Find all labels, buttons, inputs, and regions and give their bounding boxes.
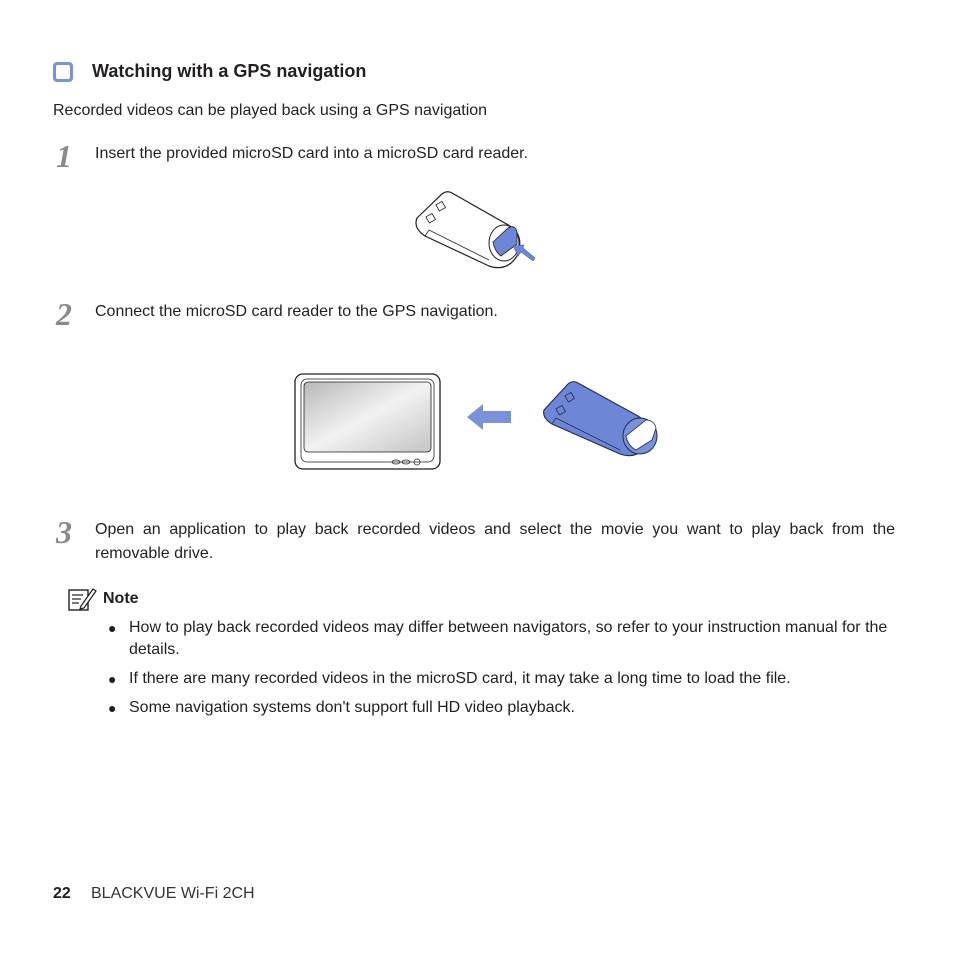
section-title: Watching with a GPS navigation <box>92 61 367 81</box>
note-item-2: If there are many recorded videos in the microSD card, it may take a long time to load the file. <box>129 670 791 687</box>
page-number: 22 <box>53 885 71 902</box>
step-1-number: 1 <box>56 138 72 174</box>
note-icon <box>67 585 99 613</box>
bullet-2: ● <box>108 671 117 687</box>
step-3-text: Open an application to play back recorded videos and select the movie you want to play back from the removable drive. <box>95 521 895 562</box>
note-title: Note <box>103 590 139 607</box>
gps-navigation-illustration <box>293 372 443 472</box>
step-1-text: Insert the provided microSD card into a microSD card reader. <box>95 145 529 162</box>
step-2-text: Connect the microSD card reader to the GPS navigation. <box>95 303 498 320</box>
note-item-3: Some navigation systems don't support full HD video playback. <box>129 699 575 716</box>
card-reader-illustration <box>540 380 665 465</box>
intro-text: Recorded videos can be played back using a GPS navigation <box>53 102 488 119</box>
step-3-number: 3 <box>56 514 72 550</box>
card-reader-insert-illustration <box>405 188 550 273</box>
bullet-3: ● <box>108 700 117 716</box>
bullet-1: ● <box>108 620 117 636</box>
left-arrow-icon <box>465 402 513 432</box>
product-name: BLACKVUE Wi-Fi 2CH <box>91 885 255 902</box>
note-item-1: How to play back recorded videos may differ between navigators, so refer to your instruction manual for the details. <box>129 619 888 658</box>
section-checkbox-icon <box>53 62 73 82</box>
step-2-number: 2 <box>56 296 72 332</box>
